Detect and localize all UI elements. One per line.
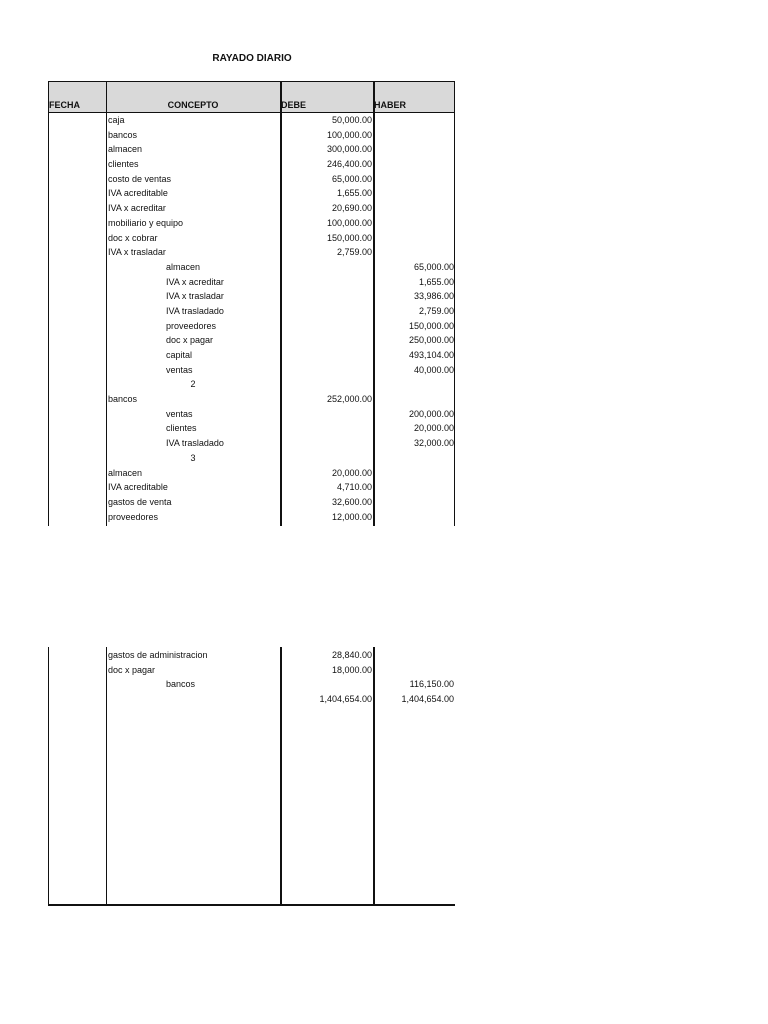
debe-cell: 1,655.00 [336, 188, 372, 199]
page-title: RAYADO DIARIO [212, 53, 292, 64]
debe-cell: 252,000.00 [326, 394, 372, 405]
table-row [48, 663, 454, 678]
table-row [48, 677, 454, 692]
header-concepto: CONCEPTO [167, 100, 219, 110]
table-row [48, 260, 454, 275]
debe-cell: 20,000.00 [331, 467, 372, 478]
column-divider [106, 647, 107, 906]
column-divider [106, 81, 107, 526]
concepto-cell: doc x pagar [108, 664, 156, 675]
concepto-cell: IVA x trasladar [166, 291, 224, 302]
table-row [48, 407, 454, 422]
concepto-cell: proveedores [108, 511, 159, 522]
concepto-cell: IVA x acreditar [166, 276, 224, 287]
concepto-cell: gastos de administracion [108, 650, 208, 660]
concepto-cell: costo de ventas [108, 173, 172, 184]
concepto-cell: IVA trasladado [166, 305, 224, 316]
concepto-cell: IVA x trasladar [108, 247, 166, 258]
header-debe: DEBE [281, 100, 307, 110]
debe-cell: 100,000.00 [326, 129, 372, 140]
table-row [48, 201, 454, 216]
rows-top [48, 113, 454, 524]
debe-cell: 300,000.00 [326, 144, 372, 155]
debe-cell: 150,000.00 [326, 232, 372, 243]
concepto-cell: almacen [108, 467, 143, 478]
table-header [48, 81, 454, 113]
table-row [48, 392, 454, 407]
concepto-cell: bancos [108, 129, 138, 140]
debe-cell: 4,710.00 [336, 482, 372, 493]
table-row [48, 142, 454, 157]
column-divider [373, 81, 375, 526]
table-row [48, 304, 454, 319]
table-bottom-border [48, 904, 455, 906]
concepto-cell: gastos de venta [108, 496, 172, 507]
table-row [48, 480, 454, 495]
table-row [48, 172, 454, 187]
column-divider [48, 647, 49, 906]
table-row [48, 333, 454, 348]
column-divider [280, 81, 282, 526]
table-row [48, 245, 454, 260]
haber-cell: 65,000.00 [413, 261, 454, 272]
rows-bottom [48, 648, 454, 707]
debe-cell: 2,759.00 [336, 247, 372, 258]
table-row [48, 648, 454, 663]
haber-cell: 250,000.00 [408, 335, 454, 346]
debe-cell: 32,600.00 [331, 496, 372, 507]
table-row [48, 436, 454, 451]
haber-cell: 1,655.00 [418, 276, 454, 287]
table-row [48, 466, 454, 481]
concepto-cell: almacen [108, 144, 143, 155]
entry-number: 3 [190, 452, 196, 463]
debe-cell: 18,000.00 [331, 664, 372, 675]
debe-cell: 12,000.00 [331, 511, 372, 522]
table-row [48, 495, 454, 510]
concepto-cell: doc x pagar [166, 335, 214, 346]
debe-cell: 1,404,654.00 [319, 694, 372, 705]
journal-table-top [48, 81, 455, 526]
concepto-cell: IVA trasladado [166, 438, 224, 449]
table-row [48, 216, 454, 231]
table-row [48, 421, 454, 436]
table-row [48, 157, 454, 172]
table-row [48, 510, 454, 525]
table-row [48, 363, 454, 378]
table-row [48, 275, 454, 290]
concepto-cell: ventas [166, 408, 193, 419]
debe-cell: 100,000.00 [326, 217, 372, 228]
haber-cell: 150,000.00 [408, 320, 454, 331]
haber-cell: 33,986.00 [413, 291, 454, 302]
header-haber: HABER [374, 100, 407, 110]
concepto-cell: bancos [108, 394, 138, 405]
concepto-cell: doc x cobrar [108, 232, 158, 243]
haber-cell: 32,000.00 [413, 438, 454, 449]
concepto-cell: IVA x acreditar [108, 203, 166, 214]
debe-cell: 50,000.00 [331, 115, 372, 125]
column-divider [454, 81, 455, 526]
concepto-cell: ventas [166, 364, 193, 375]
concepto-cell: caja [108, 115, 125, 125]
concepto-cell: capital [166, 350, 193, 360]
haber-cell: 20,000.00 [413, 423, 454, 434]
entry-number-row [48, 377, 454, 392]
debe-cell: 65,000.00 [331, 173, 372, 184]
haber-cell: 116,150.00 [409, 679, 454, 690]
concepto-cell: almacen [166, 261, 201, 272]
table-row [48, 692, 454, 707]
column-divider [280, 647, 282, 906]
concepto-cell: bancos [166, 679, 196, 690]
concepto-cell: mobiliario y equipo [108, 217, 184, 228]
debe-cell: 20,690.00 [331, 203, 372, 214]
column-divider [48, 81, 49, 526]
concepto-cell: IVA acreditable [108, 188, 168, 199]
haber-cell: 40,000.00 [413, 364, 454, 375]
table-row [48, 113, 454, 128]
column-divider [373, 647, 375, 906]
haber-cell: 200,000.00 [408, 408, 454, 419]
entry-number: 2 [190, 379, 196, 390]
concepto-cell: proveedores [166, 320, 217, 331]
table-row [48, 289, 454, 304]
table-row [48, 319, 454, 334]
concepto-cell: clientes [166, 423, 197, 434]
table-row [48, 186, 454, 201]
entry-number-row [48, 451, 454, 466]
debe-cell: 246,400.00 [326, 159, 372, 170]
haber-cell: 2,759.00 [418, 305, 454, 316]
concepto-cell: IVA acreditable [108, 482, 168, 493]
table-row [48, 231, 454, 246]
concepto-cell: clientes [108, 159, 139, 170]
haber-cell: 493,104.00 [408, 350, 454, 360]
haber-cell: 1,404,654.00 [401, 694, 454, 705]
debe-cell: 28,840.00 [331, 650, 372, 660]
journal-table-bottom [48, 647, 455, 906]
table-row [48, 348, 454, 363]
header-fecha: FECHA [49, 100, 80, 110]
table-row [48, 128, 454, 143]
